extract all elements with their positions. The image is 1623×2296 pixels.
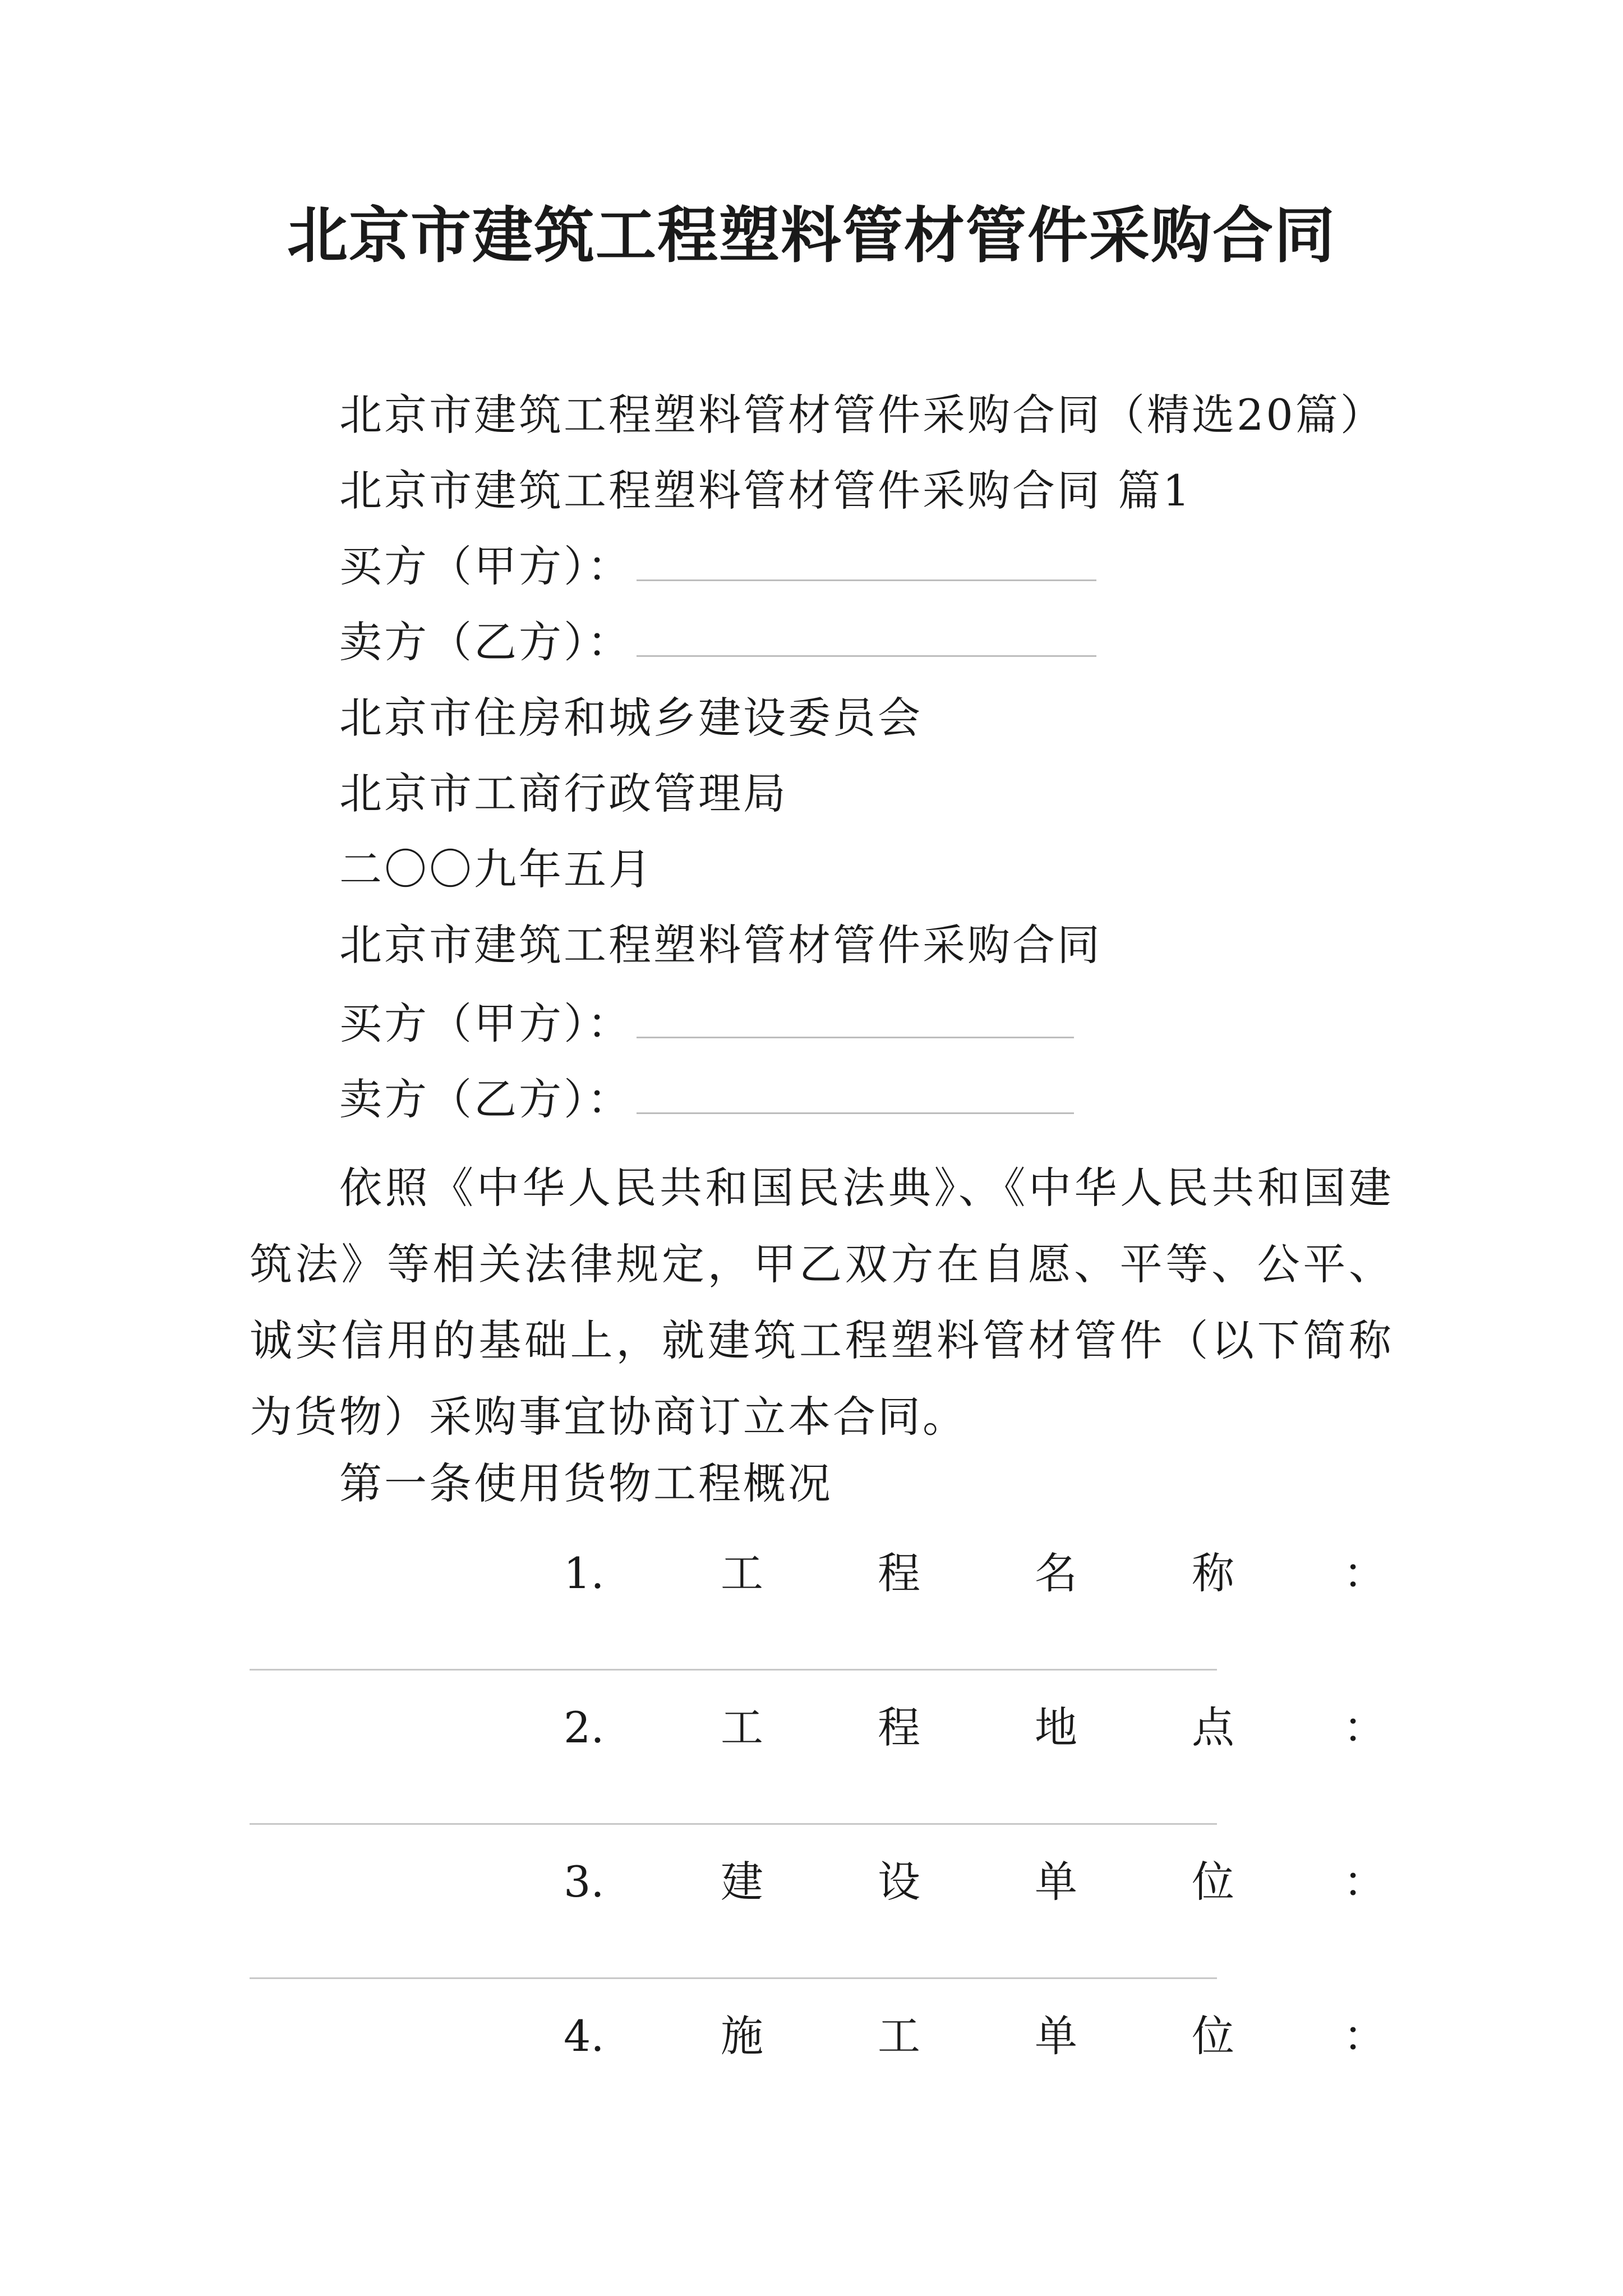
item-char: 地 [1035,1703,1077,1752]
item-char: 点 [1192,1703,1234,1752]
item-contractor-unit [0,2008,1623,2064]
document-title: 北京市建筑工程塑料管材管件采购合同 [287,200,1336,271]
item-char: 施 [721,2011,763,2061]
issuer-bureau: 北京市工商行政管理局 [339,769,788,818]
buyer-line-2 [339,996,1074,1052]
item-char: 工 [878,2011,920,2061]
item-char: 工 [721,1703,763,1752]
item-char: 单 [1035,1857,1077,1907]
issuer-commission: 北京市住房和城乡建设委员会 [339,693,923,743]
seller-line-2 [339,1071,1074,1128]
seller-blank [637,619,1096,657]
issue-date: 二〇〇九年五月 [339,844,653,894]
item-char: 程 [878,1548,920,1598]
buyer-label-2: 买方（甲方）： [339,999,632,1048]
item-char: 程 [878,1703,920,1752]
seller-blank-2 [637,1076,1074,1114]
item-char: 单 [1035,2011,1077,2061]
item-construction-unit [0,1854,1623,1910]
item-blank-rule [250,1823,1217,1825]
item-number: 1. [564,1548,605,1598]
item-char: 名 [1035,1548,1077,1598]
item-char: 称 [1192,1548,1234,1598]
seller-line [339,614,1096,670]
item-char: 建 [721,1857,763,1907]
item-project-location [0,1700,1623,1756]
section-heading: 北京市建筑工程塑料管材管件采购合同 篇1 [339,466,1192,516]
item-colon: ： [1343,2011,1386,2061]
contract-heading: 北京市建筑工程塑料管材管件采购合同 [339,920,1102,970]
buyer-line [339,539,1096,595]
item-blank-rule [250,1977,1217,1979]
preamble-paragraph: 依照《中华人民共和国民法典》、《中华人民共和国建筑法》等相关法律规定，甲乙双方在自愿、平等、公平、诚实信用的基础上，就建筑工程塑料管材管件（以下简称为货物）采购事宜协商订立本合同。 [250,1163,1394,1442]
item-colon: ： [1343,1548,1386,1598]
item-char: 位 [1192,1857,1234,1907]
article-heading: 第一条使用货物工程概况 [339,1458,833,1508]
item-number: 2. [564,1703,605,1752]
item-char: 工 [721,1548,763,1598]
seller-label: 卖方（乙方）： [339,617,632,667]
item-char: 设 [878,1857,920,1907]
buyer-label: 买方（甲方）： [339,541,632,591]
item-project-name [0,1545,1623,1602]
collection-heading: 北京市建筑工程塑料管材管件采购合同（精选20篇） [339,390,1385,440]
buyer-blank-2 [637,1001,1074,1038]
item-colon: ： [1343,1703,1386,1752]
buyer-blank [637,544,1096,581]
seller-label-2: 卖方（乙方）： [339,1074,632,1124]
item-colon: ： [1343,1857,1386,1907]
item-number: 4. [564,2011,605,2061]
item-number: 3. [564,1857,605,1907]
item-char: 位 [1192,2011,1234,2061]
item-blank-rule [250,1669,1217,1671]
